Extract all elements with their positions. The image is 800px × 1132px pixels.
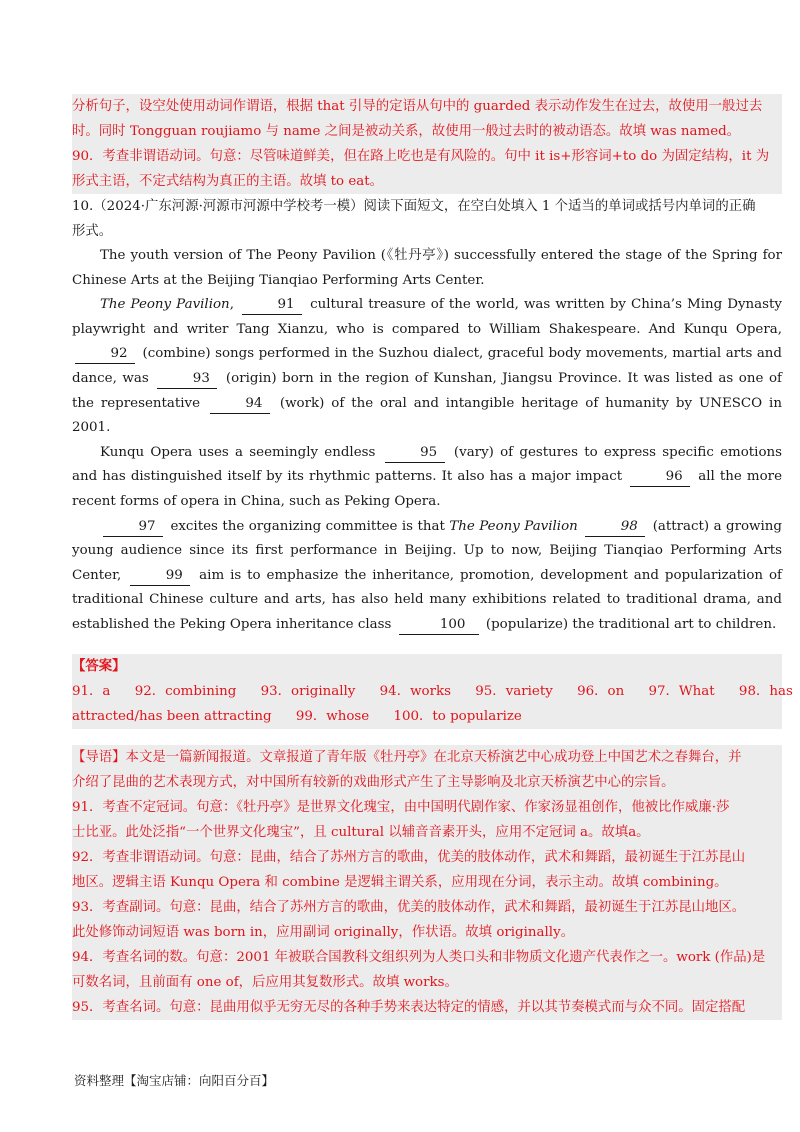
italic-title: The Peony Pavilion [100, 297, 230, 313]
spacer [72, 729, 782, 745]
guide-line: 93．考查副词。句意：昆曲，结合了苏州方言的歌曲，优美的肢体动作，武术和舞蹈，最初诞生于江苏昆山地区。 [72, 899, 746, 915]
guide-line: 95．考查名词。句意：昆曲用似乎无穷无尽的各种手势来表达特定的情感，并以其节奏模式而与众不同。固定搭配 [72, 999, 746, 1015]
analysis-line: 时。同时 Tongguan roujiamo 与 name 之间是被动关系，故使用一般过去时的被动语态。故填 was named。 [72, 124, 741, 139]
passage-paragraph-4: 97 excites the organizing committee is that The Peony Pavilion 98 (attract) a growing young audience since its first performance in Beijing. Up to now, Beijing Tianqiao Performing Arts Center, 99 aim is to emphasize the inheritance, promotion, development and popularization of traditional Chinese culture and arts, has also held many exhibitions related to traditional drama, and established the Peking Opera inheritance class 100 (popularize) the traditional art to children. [72, 515, 782, 638]
answer-item: 95．variety [475, 683, 553, 699]
blank-95[interactable]: 95 [385, 444, 445, 463]
answer-label: 【答案】 [72, 657, 126, 674]
guide-line: 介绍了昆曲的艺术表现方式，对中国所有较新的戏曲形式产生了主导影响及北京天桥演艺中心的宗旨。 [72, 774, 675, 790]
answer-item: 100．to popularize [393, 708, 522, 724]
passage-paragraph-2: The Peony Pavilion, 91 cultural treasure of the world, was written by China’s Ming Dynasty playwright and writer Tang Xianzu, who is compared to William Shakespeare. And Kunqu Opera, 92 (combine) songs performed in the Suzhou dialect, graceful body movements, martial arts and dance, was 93 (origin) born in the region of Kunshan, Jiangsu Province. It was listed as one of the representative 94 (work) of the oral and intangible heritage of humanity by UNESCO in 2001. [72, 297, 782, 436]
question-block [72, 194, 782, 638]
question-header-cont: 形式。 [72, 224, 113, 239]
answer-item: attracted/has been attracting [72, 708, 272, 724]
guide-line: 此处修饰动词短语 was born in，应用副词 originally，作状语。故填 originally。 [72, 924, 575, 940]
blank-97[interactable]: 97 [103, 518, 163, 537]
guide-line: 【导语】本文是一篇新闻报道。文章报道了青年版《牡丹亭》在北京天桥演艺中心成功登上中国艺术之春舞台，并 [72, 749, 742, 765]
page-footer: 资料整理【淘宝店铺：向阳百分百】 [74, 1073, 275, 1088]
blank-98[interactable]: 98 [585, 518, 645, 537]
answer-item: 94．works [379, 683, 451, 699]
guide-line: 可数名词，且前面有 one of，后应用其复数形式。故填 works。 [72, 974, 458, 990]
answer-block [72, 654, 793, 729]
guide-block [72, 745, 782, 1020]
blank-94[interactable]: 94 [210, 395, 270, 414]
blank-96[interactable]: 96 [630, 468, 690, 487]
question-header: 10.（2024·广东河源·河源市河源中学校考一模）阅读下面短文，在空白处填入 1 个适当的单词或括号内单词的正确 [72, 199, 756, 214]
passage-paragraph-1: The youth version of The Peony Pavilion (《牡丹亭》) successfully entered the stage of the Spring for Chinese Arts at the Beijing Tianqiao Performing Arts Center. [72, 248, 782, 288]
answer-item: 92．combining [134, 683, 237, 699]
guide-line: 94．考查名词的数。句意：2001 年被联合国教科文组织列为人类口头和非物质文化遗产代表作之一。work (作品)是 [72, 949, 766, 965]
guide-line: 士比亚。此处泛指“一个世界文化瑰宝”，且 cultural 以辅音音素开头，应用不定冠词 a。故填a。 [72, 824, 650, 840]
analysis-line: 90．考查非谓语动词。句意：尽管味道鲜美，但在路上吃也是有风险的。句中 it is+形容词+to do 为固定结构，it 为 [72, 149, 770, 164]
analysis-line: 分析句子，设空处使用动词作谓语，根据 that 引导的定语从句中的 guarded 表示动作发生在过去，故使用一般过去 [72, 99, 763, 114]
italic-title: The Peony Pavilion [449, 518, 578, 534]
answer-row [72, 679, 793, 704]
page-content [72, 94, 793, 1020]
answer-row [72, 704, 782, 729]
passage-paragraph-3: Kunqu Opera uses a seemingly endless 95 (vary) of gestures to express specific emotions and has distinguished itself by its rhythmic patterns. It also has a major impact 96 all the more recent forms of opera in China, such as Peking Opera. [72, 444, 783, 509]
answer-item: 97．What [648, 683, 715, 699]
blank-92[interactable]: 92 [75, 345, 135, 364]
guide-line: 92．考查非谓语动词。句意：昆曲，结合了苏州方言的歌曲，优美的肢体动作，武术和舞蹈，最初诞生于江苏昆山 [72, 849, 746, 865]
answer-item: 99．whose [295, 708, 370, 724]
blank-91[interactable]: 91 [242, 296, 302, 315]
analysis-top-block [72, 94, 782, 194]
analysis-line: 形式主语，不定式结构为真正的主语。故填 to eat。 [72, 174, 384, 189]
blank-93[interactable]: 93 [157, 370, 217, 389]
answer-item: 96．on [577, 683, 625, 699]
blank-100[interactable]: 100 [399, 616, 479, 635]
guide-line: 91．考查不定冠词。句意：《牡丹亭》是世界文化瑰宝，由中国明代剧作家、作家汤显祖创作，他被比作威廉·莎 [72, 799, 730, 815]
answer-item: 91．a [72, 683, 111, 699]
answer-item: 93．originally [260, 683, 356, 699]
blank-99[interactable]: 99 [130, 567, 190, 586]
guide-line: 地区。逻辑主语 Kunqu Opera 和 combine 是逻辑主谓关系，应用现在分词，表示主动。故填 combining。 [72, 874, 728, 890]
spacer [72, 638, 782, 654]
answer-item: 98．has [738, 683, 793, 699]
